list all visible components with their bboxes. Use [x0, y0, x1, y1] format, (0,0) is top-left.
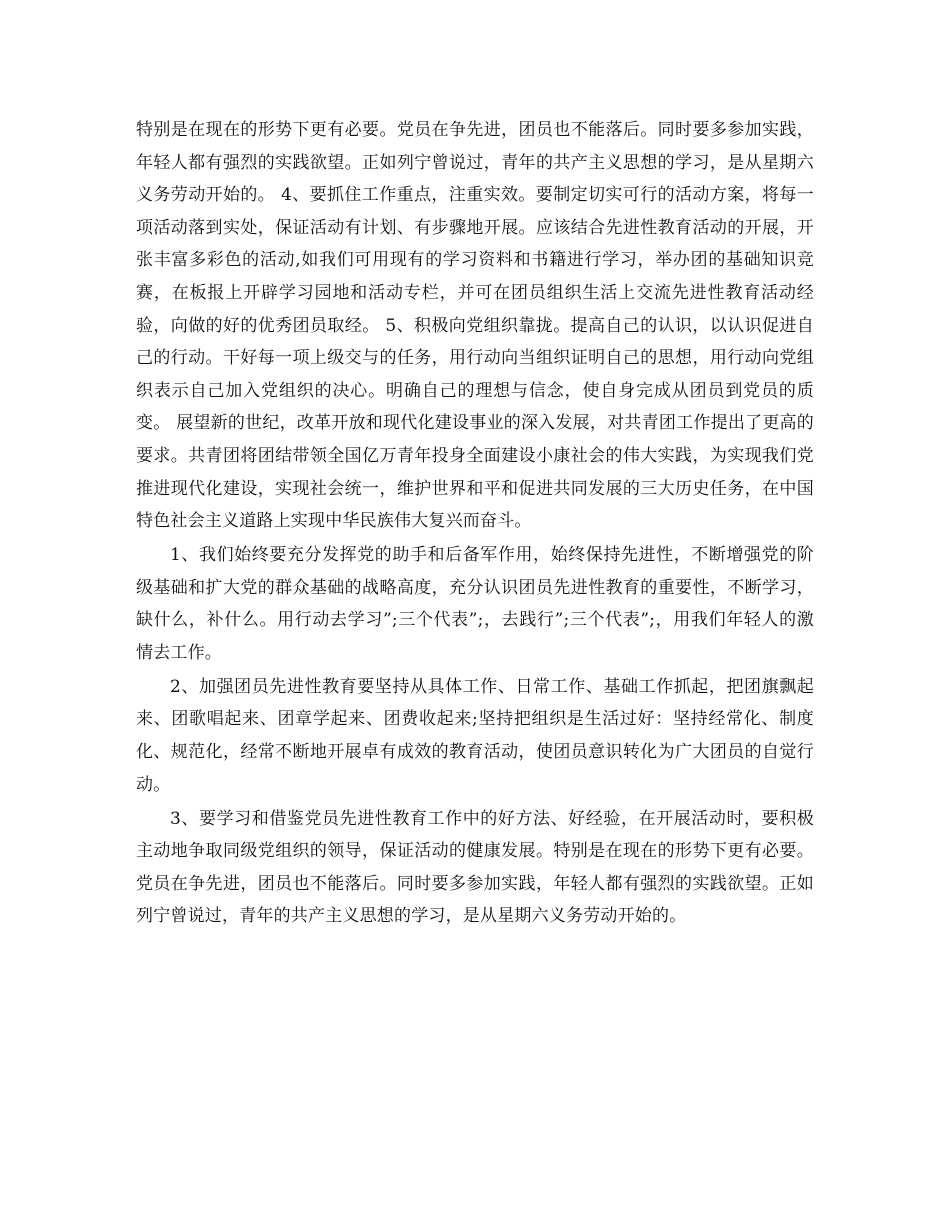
paragraph-item-1: 1、我们始终要充分发挥党的助手和后备军作用，始终保持先进性，不断增强党的阶级基础和扩大党的群众基础的战略高度，充分认识团员先进性教育的重要性，不断学习，缺什么，补什么。用行动去学习”;三个代表”;，去践行”;三个代表”;，用我们年轻人的激情去工作。	[136, 545, 814, 663]
document-body	[136, 114, 814, 933]
paragraph-item-2: 2、加强团员先进性教育要坚持从具体工作、日常工作、基础工作抓起，把团旗飘起来、团歌唱起来、团章学起来、团费收起来;坚持把组织是生活过好：坚持经常化、制度化、规范化，经常不断地开展卓有成效的教育活动，使团员意识转化为广大团员的自觉行动。	[136, 676, 814, 795]
paragraph-continuation: 特别是在现在的形势下更有必要。党员在争先进，团员也不能落后。同时要多参加实践，年轻人都有强烈的实践欲望。正如列宁曾说过，青年的共产主义思想的学习，是从星期六义务劳动开始的。 4、要抓住工作重点，注重实效。要制定切实可行的活动方案，将每一项活动落到实处，保证活动有计划、有步骤地开展。应该结合先进性教育活动的开展，开张丰富多彩色的活动,如我们可用现有的学习资料和书籍进行学习，举办团的基础知识竞赛，在板报上开辟学习园地和活动专栏，并可在团员组织生活上交流先进性教育活动经验，向做的好的优秀团员取经。 5、积极向党组织靠拢。提高自己的认识，以认识促进自己的行动。干好每一项上级交与的任务，用行动向当组织证明自己的思想，用行动向党组织表示自己加入党组织的决心。明确自己的理想与信念，使自身完成从团员到党员的质变。 展望新的世纪，改革开放和现代化建设事业的深入发展，对共青团工作提出了更高的要求。共青团将团结带领全国亿万青年投身全面建设小康社会的伟大实践，为实现我们党推进现代化建设，实现社会统一，维护世界和平和促进共同发展的三大历史任务，在中国特色社会主义道路上实现中华民族伟大复兴而奋斗。	[136, 120, 814, 532]
paragraph-item-3: 3、要学习和借鉴党员先进性教育工作中的好方法、好经验，在开展活动时，要积极主动地争取同级党组织的领导，保证活动的健康发展。特别是在现在的形势下更有必要。党员在争先进，团员也不能落后。同时要多参加实践，年轻人都有强烈的实践欲望。正如列宁曾说过，青年的共产主义思想的学习，是从星期六义务劳动开始的。	[136, 808, 814, 927]
